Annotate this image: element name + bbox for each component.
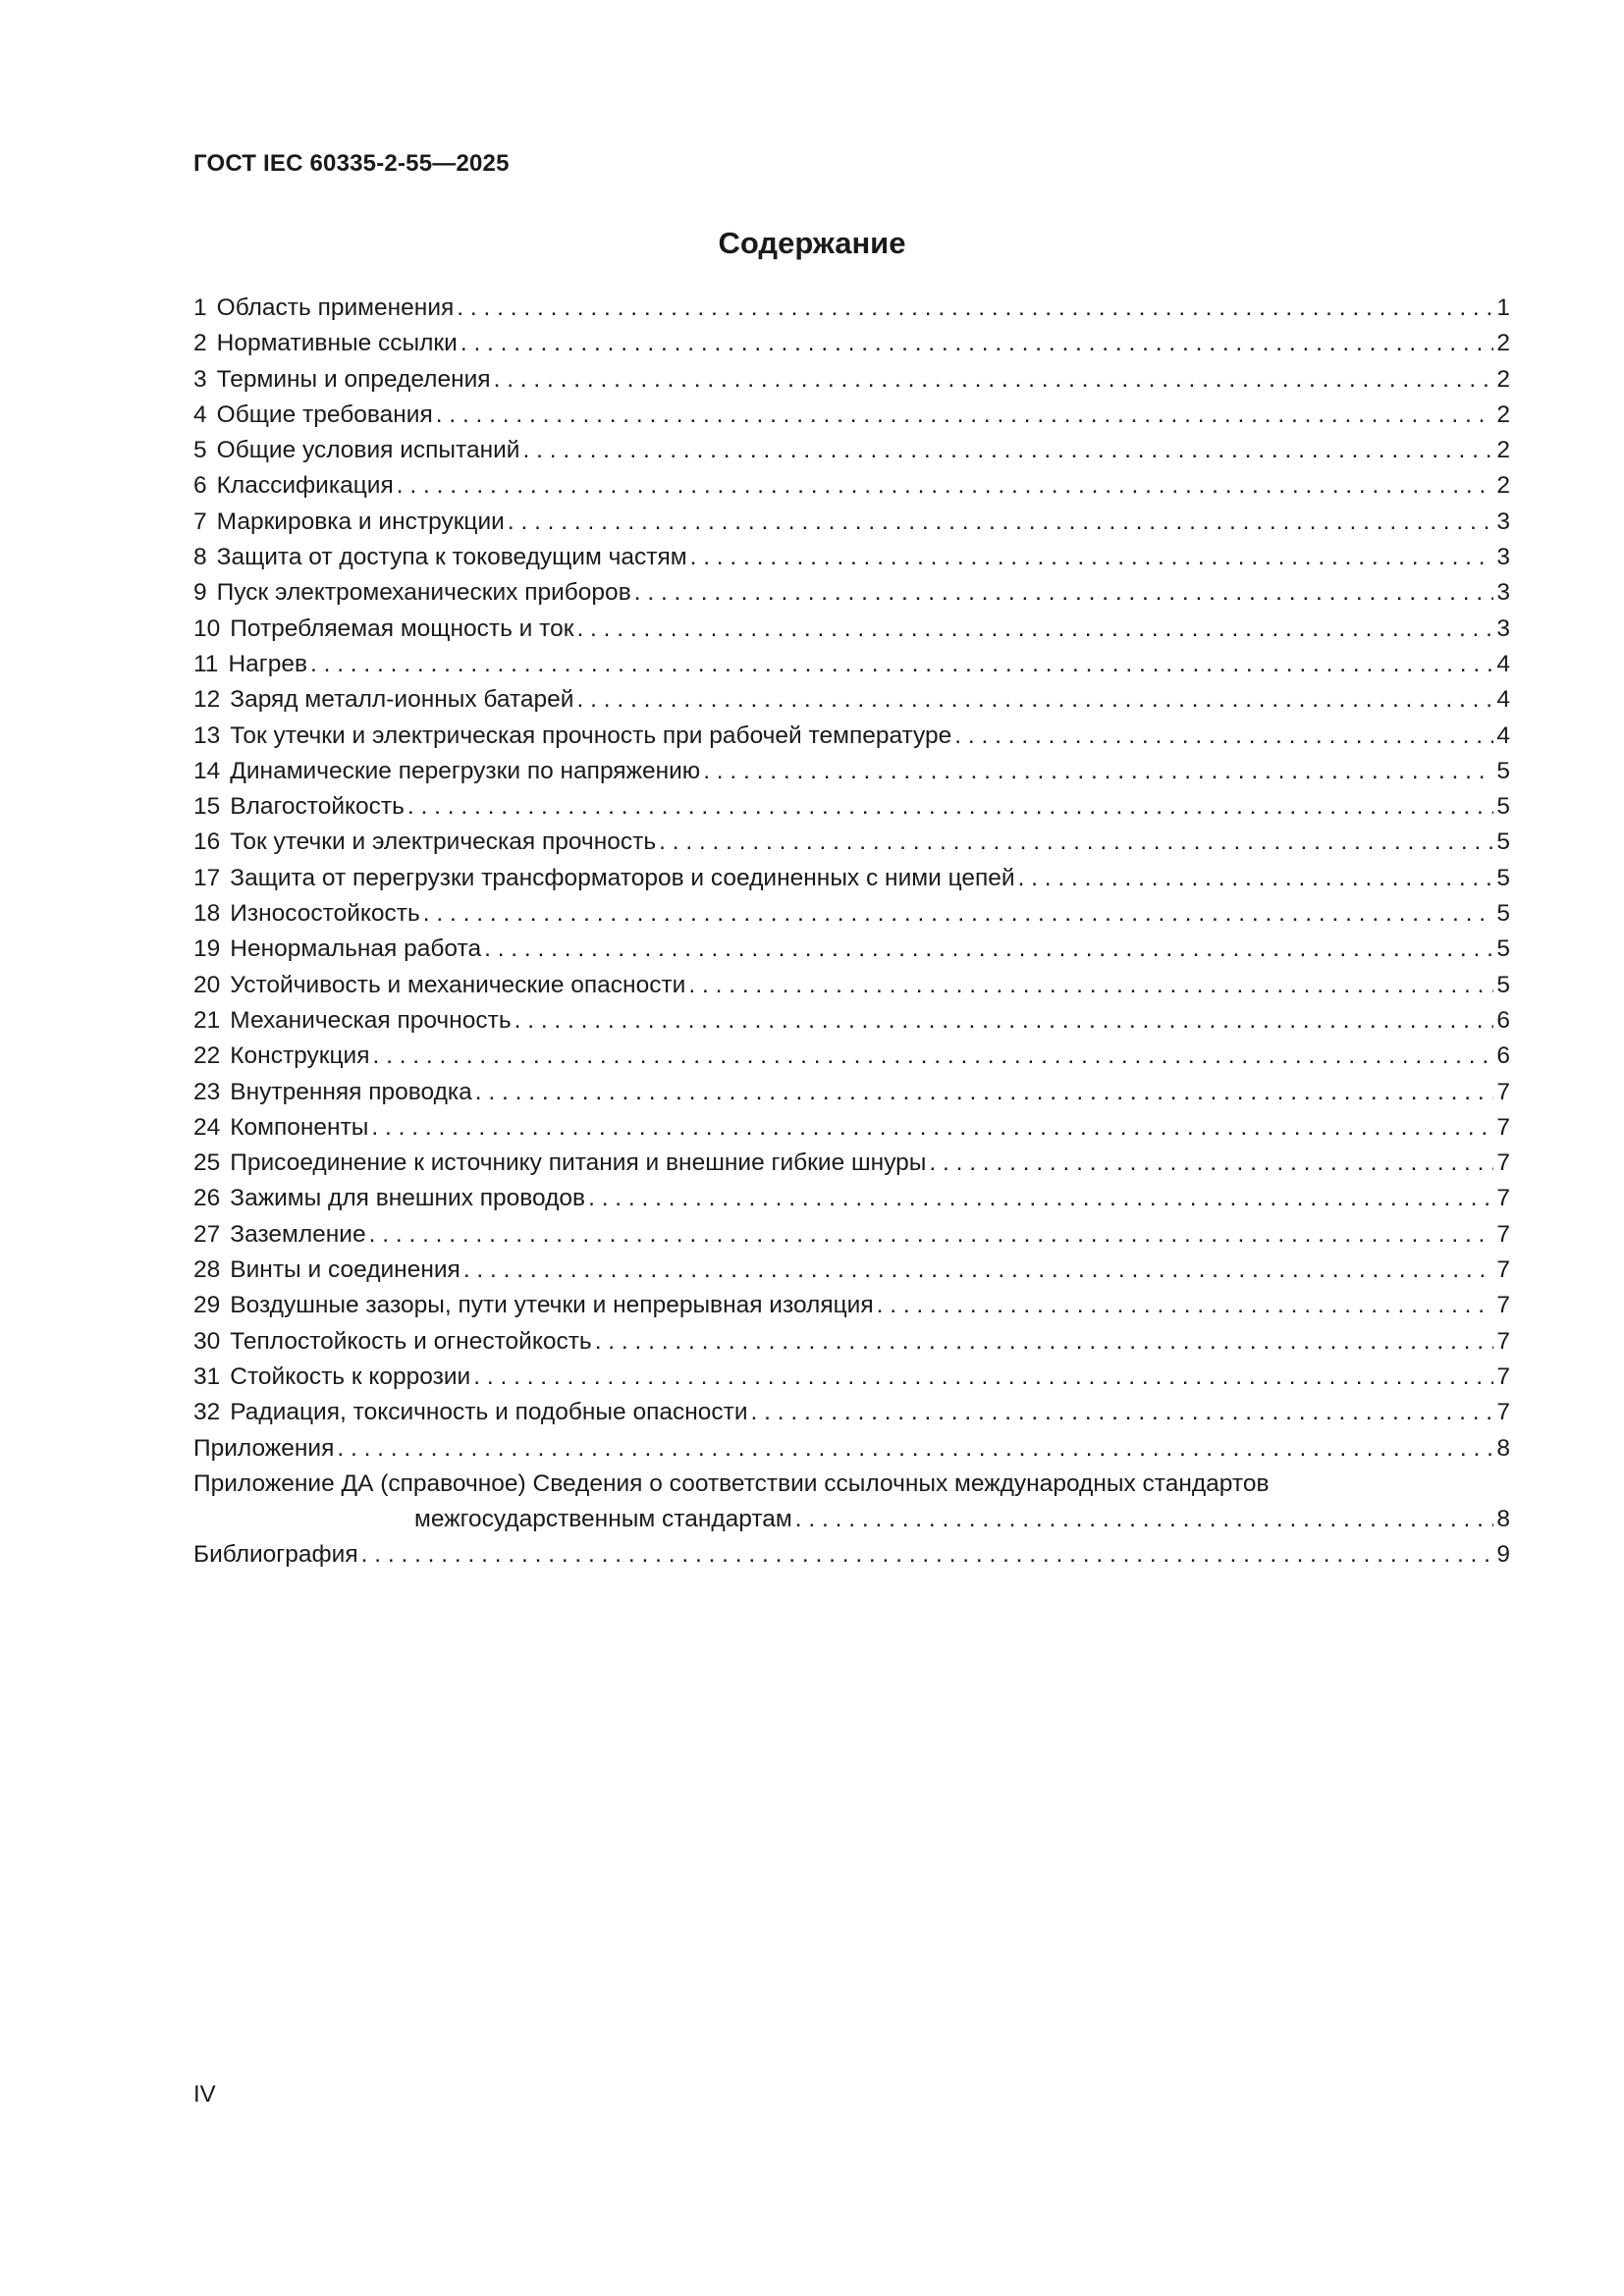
toc-entry-number: 28 (193, 1256, 221, 1284)
toc-entry[interactable] (193, 1146, 1510, 1181)
toc-leader-dots (659, 825, 1493, 860)
toc-entry[interactable] (193, 433, 1510, 468)
toc-leader-dots (588, 1181, 1493, 1216)
toc-entry-title: Ток утечки и электрическая прочность (230, 828, 657, 856)
toc-entry-number: 2 (193, 330, 207, 357)
toc-leader-dots (1018, 861, 1494, 896)
toc-entry-number: 25 (193, 1149, 221, 1177)
toc-entry-number: 22 (193, 1042, 221, 1070)
toc-entry[interactable] (193, 1181, 1510, 1216)
toc-entry-page: 3 (1496, 579, 1510, 607)
toc-leader-dots (484, 932, 1493, 967)
toc-leader-dots (397, 468, 1494, 504)
toc-entry-number: 9 (193, 579, 207, 607)
toc-entry-number: 13 (193, 721, 221, 749)
toc-entry-page: 7 (1496, 1399, 1510, 1426)
toc-entry[interactable] (193, 968, 1510, 1003)
toc-entry[interactable] (193, 1324, 1510, 1360)
toc-entry[interactable] (193, 505, 1510, 540)
toc-leader-dots (877, 1288, 1494, 1323)
toc-entry-title: Потребляемая мощность и ток (230, 614, 574, 642)
toc-entry-number: 19 (193, 935, 221, 963)
toc-leader-dots (457, 291, 1493, 326)
toc-entry-title: Ток утечки и электрическая прочность при рабочей температуре (230, 721, 952, 749)
toc-entry[interactable] (193, 1395, 1510, 1430)
toc-entry-page: 3 (1496, 507, 1510, 535)
toc-entry[interactable] (193, 896, 1510, 932)
toc-entry-title: Компоненты (230, 1113, 369, 1141)
toc-entry-page: 3 (1496, 614, 1510, 642)
toc-entry-title: Приложения (193, 1434, 335, 1462)
toc-entry-number: 31 (193, 1362, 221, 1390)
toc-entry-page: 2 (1496, 437, 1510, 464)
toc-entry-page: 7 (1496, 1149, 1510, 1177)
toc-leader-dots (634, 575, 1494, 611)
toc-entry-title: Заземление (230, 1220, 366, 1248)
toc-entry-number: 6 (193, 472, 207, 500)
toc-entry-title: Нагрев (228, 650, 307, 677)
toc-leader-dots (576, 612, 1493, 647)
toc-entry-page: 7 (1496, 1078, 1510, 1105)
toc-entry[interactable] (193, 362, 1510, 398)
toc-entry-title: Винты и соединения (230, 1256, 460, 1284)
toc-bibliography-page: 9 (1496, 1541, 1510, 1569)
toc-entry-title: Влагостойкость (230, 793, 405, 821)
toc-entry-number: 12 (193, 686, 221, 714)
toc-annex-line2: межгосударственным стандартам (414, 1506, 792, 1533)
toc-entry[interactable] (193, 575, 1510, 611)
toc-entry[interactable] (193, 1039, 1510, 1074)
toc-entry-title: Радиация, токсичность и подобные опасности (230, 1399, 748, 1426)
toc-entry-page: 5 (1496, 757, 1510, 784)
page-number: IV (193, 2081, 216, 2108)
toc-entry-title: Маркировка и инструкции (216, 507, 505, 535)
document-header: ГОСТ IEC 60335-2-55—2025 (193, 150, 510, 177)
toc-entry-title: Внутренняя проводка (230, 1078, 472, 1105)
toc-entry-page: 5 (1496, 828, 1510, 856)
toc-entry-number: 1 (193, 294, 207, 321)
toc-entries (193, 291, 1510, 1467)
toc-entry-number: 26 (193, 1185, 221, 1212)
toc-entry-title: Общие условия испытаний (216, 437, 520, 464)
toc-entry[interactable] (193, 754, 1510, 789)
toc-leader-dots (372, 1039, 1493, 1074)
toc-entry-page: 2 (1496, 330, 1510, 357)
toc-bibliography-entry[interactable] (193, 1537, 1510, 1573)
toc-entry-page: 5 (1496, 864, 1510, 891)
toc-entry-title: Область применения (216, 294, 455, 321)
toc-entry[interactable] (193, 1110, 1510, 1146)
toc-entry-number: 24 (193, 1113, 221, 1141)
toc-entry-page: 5 (1496, 900, 1510, 928)
toc-entry-number: 8 (193, 544, 207, 571)
toc-entry[interactable] (193, 1360, 1510, 1395)
toc-leader-dots (514, 1003, 1494, 1039)
toc-entry[interactable] (193, 1431, 1510, 1467)
toc-leader-dots (577, 682, 1494, 718)
toc-entry-page: 2 (1496, 472, 1510, 500)
toc-entry-page: 4 (1496, 721, 1510, 749)
toc-entry-number: 14 (193, 757, 221, 784)
toc-entry[interactable] (193, 326, 1510, 361)
toc-entry-page: 5 (1496, 971, 1510, 998)
toc-entry-title: Заряд металл-ионных батарей (230, 686, 574, 714)
toc-annex-page: 8 (1496, 1506, 1510, 1533)
toc-entry-page: 7 (1496, 1256, 1510, 1284)
toc-leader-dots (371, 1110, 1493, 1146)
toc-entry[interactable] (193, 291, 1510, 326)
toc-entry-title: Защита от доступа к токоведущим частям (216, 544, 687, 571)
toc-entry-number: 5 (193, 437, 207, 464)
toc-leader-dots (463, 1253, 1494, 1288)
toc-entry-page: 2 (1496, 400, 1510, 428)
toc-leader-dots (369, 1217, 1494, 1253)
toc-entry[interactable] (193, 612, 1510, 647)
toc-leader-dots (494, 362, 1494, 398)
toc-leader-dots (703, 754, 1493, 789)
toc-entry[interactable] (193, 682, 1510, 718)
toc-leader-dots (954, 719, 1493, 754)
toc-entry-number: 15 (193, 793, 221, 821)
toc-entry-title: Теплостойкость и огнестойкость (230, 1327, 592, 1355)
toc-entry[interactable] (193, 1288, 1510, 1323)
toc-entry-number: 17 (193, 864, 221, 891)
toc-entry-title: Стойкость к коррозии (230, 1362, 471, 1390)
toc-entry-title: Износостойкость (230, 900, 420, 928)
toc-entry-title: Устойчивость и механические опасности (230, 971, 686, 998)
toc-leader-dots (688, 968, 1493, 1003)
toc-entry-page: 2 (1496, 365, 1510, 393)
toc-entry[interactable] (193, 540, 1510, 575)
toc-entry[interactable] (193, 861, 1510, 896)
toc-entry[interactable] (193, 468, 1510, 504)
toc-leader-dots (508, 505, 1494, 540)
toc-entry-page: 7 (1496, 1185, 1510, 1212)
toc-entry[interactable] (193, 719, 1510, 754)
toc-leader-dots (407, 789, 1493, 825)
page-title: Содержание (718, 226, 906, 260)
toc-leader-dots (690, 540, 1494, 575)
toc-entry-page: 5 (1496, 793, 1510, 821)
table-of-contents (193, 291, 1510, 1574)
toc-entry-title: Конструкция (230, 1042, 370, 1070)
toc-leader-dots (310, 647, 1493, 682)
toc-leader-dots (929, 1146, 1493, 1181)
toc-entry-number: 7 (193, 507, 207, 535)
toc-entry-title: Динамические перегрузки по напряжению (230, 757, 701, 784)
toc-entry-number: 27 (193, 1220, 221, 1248)
toc-entry-title: Защита от перегрузки трансформаторов и соединенных с ними цепей (230, 864, 1015, 891)
toc-entry[interactable] (193, 1253, 1510, 1288)
toc-annex-entry-continued[interactable] (193, 1502, 1510, 1537)
toc-entry-number: 10 (193, 614, 221, 642)
toc-annex-line1: Приложение ДА (справочное) Сведения о соответствии ссылочных международных стандартов (193, 1469, 1270, 1497)
toc-entry-title: Пуск электромеханических приборов (216, 579, 631, 607)
toc-entry-number: 32 (193, 1399, 221, 1426)
toc-entry-page: 7 (1496, 1113, 1510, 1141)
toc-entry-page: 1 (1496, 294, 1510, 321)
toc-entry[interactable] (193, 647, 1510, 682)
toc-entry-number: 11 (193, 650, 219, 677)
toc-annex-entry[interactable] (193, 1467, 1510, 1502)
toc-entry-number: 20 (193, 971, 221, 998)
toc-entry-number: 3 (193, 365, 207, 393)
toc-entry-number: 23 (193, 1078, 221, 1105)
toc-entry-page: 7 (1496, 1362, 1510, 1390)
toc-entry-title: Механическая прочность (230, 1006, 512, 1034)
toc-entry-page: 6 (1496, 1042, 1510, 1070)
toc-entry-title: Зажимы для внешних проводов (230, 1185, 586, 1212)
toc-leader-dots (423, 896, 1494, 932)
toc-entry-title: Ненормальная работа (230, 935, 482, 963)
toc-leader-dots (475, 1075, 1494, 1110)
toc-leader-dots (361, 1537, 1494, 1573)
toc-entry-number: 16 (193, 828, 221, 856)
toc-entry-title: Общие требования (216, 400, 433, 428)
toc-entry-number: 18 (193, 900, 221, 928)
toc-entry[interactable] (193, 1003, 1510, 1039)
toc-leader-dots (460, 326, 1494, 361)
toc-entry[interactable] (193, 932, 1510, 967)
toc-entry-number: 29 (193, 1292, 221, 1319)
toc-entry-title: Присоединение к источнику питания и внешние гибкие шнуры (230, 1149, 927, 1177)
toc-entry[interactable] (193, 789, 1510, 825)
toc-entry[interactable] (193, 825, 1510, 860)
toc-entry-page: 5 (1496, 935, 1510, 963)
toc-entry[interactable] (193, 1075, 1510, 1110)
toc-entry-title: Классификация (216, 472, 394, 500)
toc-entry-title: Термины и определения (216, 365, 491, 393)
toc-entry-page: 4 (1496, 650, 1510, 677)
toc-leader-dots (337, 1431, 1493, 1467)
toc-entry-page: 8 (1496, 1434, 1510, 1462)
toc-entry-number: 30 (193, 1327, 221, 1355)
toc-entry-page: 6 (1496, 1006, 1510, 1034)
toc-leader-dots (595, 1324, 1494, 1360)
toc-entry-page: 7 (1496, 1292, 1510, 1319)
toc-entry-page: 3 (1496, 544, 1510, 571)
toc-entry-title: Воздушные зазоры, пути утечки и непрерывная изоляция (230, 1292, 874, 1319)
toc-leader-dots (523, 433, 1494, 468)
toc-entry-page: 4 (1496, 686, 1510, 714)
toc-leader-dots (795, 1502, 1494, 1537)
toc-entry-page: 7 (1496, 1220, 1510, 1248)
toc-entry[interactable] (193, 398, 1510, 433)
toc-leader-dots (751, 1395, 1494, 1430)
toc-entry-number: 21 (193, 1006, 221, 1034)
toc-entry-page: 7 (1496, 1327, 1510, 1355)
toc-bibliography-text: Библиография (193, 1541, 358, 1569)
toc-entry[interactable] (193, 1217, 1510, 1253)
toc-leader-dots (436, 398, 1494, 433)
toc-entry-title: Нормативные ссылки (216, 330, 458, 357)
toc-entry-number: 4 (193, 400, 207, 428)
toc-leader-dots (473, 1360, 1493, 1395)
